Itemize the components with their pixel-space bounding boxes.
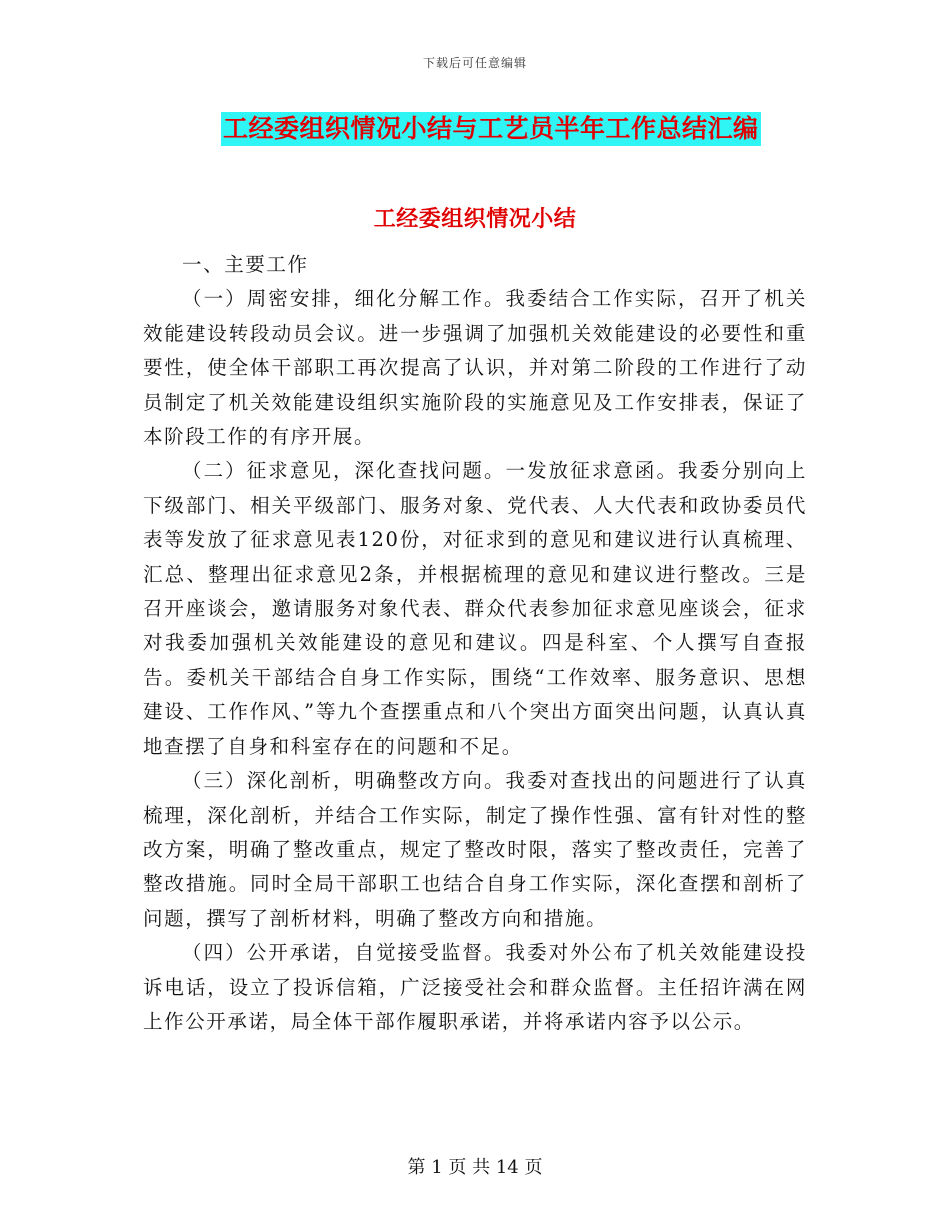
heading-main-work: 一、主要工作 — [182, 253, 309, 276]
paragraph: （一）周密安排，细化分解工作。我委结合工作实际，召开了机关效能建设转段动员会议。进一步强调了加强机关效能建设的必要性和重要性，使全体干部职工再次提高了认识，并对第二阶段的工作进行了动员制定了机关效能建设组织实施阶段的实施意见及工作安排表，保证了本阶段工作的有序开展。 — [143, 287, 807, 449]
page-number-footer: 第 1 页 共 14 页 — [407, 1157, 543, 1178]
document-title: 工经委组织情况小结与工艺员半年工作总结汇编 — [221, 112, 761, 146]
paragraph: （四）公开承诺，自觉接受监督。我委对外公布了机关效能建设投诉电话，设立了投诉信箱，广泛接受社会和群众监督。主任招许满在网上作公开承诺，局全体干部作履职承诺，并将承诺内容予以公示。 — [143, 941, 807, 1033]
section-title: 工经委组织情况小结 — [373, 206, 577, 232]
paragraph: （三）深化剖析，明确整改方向。我委对查找出的问题进行了认真梳理，深化剖析，并结合工作实际，制定了操作性强、富有针对性的整改方案，明确了整改重点，规定了整改时限，落实了整改责任，完善了整改措施。同时全局干部职工也结合自身工作实际，深化查摆和剖析了问题，撰写了剖析材料，明确了整改方向和措施。 — [143, 769, 807, 930]
paragraph: （二）征求意见，深化查找问题。一发放征求意函。我委分别向上下级部门、相关平级部门、服务对象、党代表、人大代表和政协委员代表等发放了征求意见表120份，对征求到的意见和建议进行认真梳理、汇总、整理出征求意见2条，并根据梳理的意见和建议进行整改。三是召开座谈会，邀请服务对象代表、群众代表参加征求意见座谈会，征求对我委加强机关效能建设的意见和建议。四是科室、个人撰写自查报告。委机关干部结合自身工作实际，围绕“工作效率、服务意识、思想建设、工作作风、”等九个查摆重点和八个突出方面突出问题，认真认真地查摆了自身和科室存在的问题和不足。 — [143, 459, 807, 758]
body-text — [143, 248, 807, 1039]
header-note: 下载后可任意编辑 — [422, 56, 527, 70]
